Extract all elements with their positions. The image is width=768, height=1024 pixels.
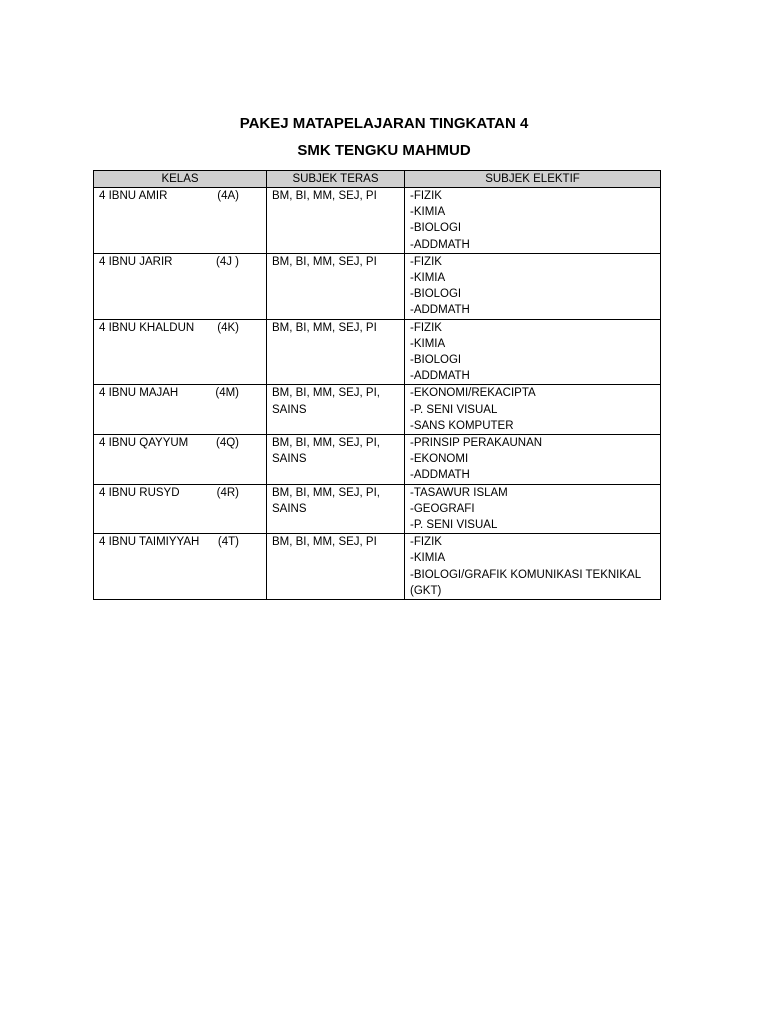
subjek-elektif-item: -ADDMATH	[410, 370, 470, 383]
subjek-elektif-item: -FIZIK	[410, 190, 442, 202]
table-row	[94, 435, 661, 485]
subjek-elektif-cell	[405, 188, 661, 254]
kelas-wrap	[99, 254, 261, 270]
kelas-name: 4 IBNU KHALDUN	[99, 321, 195, 334]
subjek-elektif-item: -BIOLOGI/GRAFIK KOMUNIKASI TEKNIKAL (GKT)	[410, 568, 641, 597]
subjek-elektif-cell	[405, 385, 661, 435]
subjek-elektif-item: -PRINSIP PERAKAUNAN	[410, 437, 543, 450]
subjek-elektif-item: -ADDMATH	[410, 469, 470, 482]
subjek-teras-line: SAINS	[272, 453, 307, 466]
kelas-name: 4 IBNU AMIR	[99, 190, 168, 202]
subjek-elektif-item: -FIZIK	[410, 255, 442, 268]
subjek-teras-line: BM, BI, MM, SEJ, PI	[272, 536, 377, 549]
kelas-code: (4K)	[217, 321, 239, 334]
subjek-teras-line: BM, BI, MM, SEJ, PI,	[272, 486, 380, 499]
subjek-teras-cell	[267, 188, 405, 254]
kelas-wrap	[99, 485, 261, 501]
subjek-elektif-item: -BIOLOGI	[410, 354, 462, 367]
kelas-wrap	[99, 385, 261, 401]
kelas-wrap	[99, 435, 261, 451]
subjek-teras-cell	[267, 253, 405, 319]
subjek-elektif-item: -KIMIA	[410, 552, 446, 565]
kelas-wrap	[99, 534, 261, 550]
kelas-wrap	[99, 188, 261, 204]
kelas-name: 4 IBNU RUSYD	[99, 486, 180, 499]
subjek-teras-cell	[267, 385, 405, 435]
subjek-elektif-item: -EKONOMI	[410, 453, 469, 466]
table-row	[94, 188, 661, 254]
table-row	[94, 484, 661, 534]
kelas-code: (4Q)	[216, 437, 239, 450]
subjek-teras-cell	[267, 534, 405, 600]
subjek-teras-line: SAINS	[272, 502, 307, 515]
kelas-code: (4T)	[217, 536, 239, 549]
subjek-elektif-item: -TASAWUR ISLAM	[410, 486, 508, 499]
subjek-elektif-cell	[405, 534, 661, 600]
table-row	[94, 319, 661, 385]
subjek-elektif-item: -BIOLOGI	[410, 222, 462, 235]
kelas-name: 4 IBNU TAIMIYYAH	[99, 536, 200, 549]
subjek-elektif-item: -P. SENI VISUAL	[410, 403, 498, 416]
subjek-elektif-cell	[405, 253, 661, 319]
subjek-elektif-item: -EKONOMI/REKACIPTA	[410, 387, 536, 400]
subject-package-table	[93, 170, 661, 600]
table-header-row	[94, 171, 661, 188]
kelas-code: (4J )	[216, 255, 239, 268]
kelas-code: (4M)	[215, 387, 239, 400]
kelas-name: 4 IBNU QAYYUM	[99, 437, 189, 450]
kelas-name: 4 IBNU MAJAH	[99, 387, 179, 400]
header-kelas: KELAS	[94, 171, 267, 188]
page-title: PAKEJ MATAPELAJARAN TINGKATAN 4	[239, 115, 529, 132]
header-subjek-elektif: SUBJEK ELEKTIF	[405, 171, 661, 188]
table-row	[94, 253, 661, 319]
subjek-teras-line: BM, BI, MM, SEJ, PI	[272, 321, 377, 334]
subjek-teras-line: BM, BI, MM, SEJ, PI,	[272, 437, 380, 450]
kelas-cell	[94, 188, 267, 254]
subjek-teras-cell	[267, 319, 405, 385]
subjek-elektif-item: -KIMIA	[410, 272, 446, 285]
kelas-cell	[94, 385, 267, 435]
subjek-teras-line: BM, BI, MM, SEJ, PI	[272, 255, 377, 268]
subjek-elektif-cell	[405, 484, 661, 534]
subjek-elektif-item: -FIZIK	[410, 536, 442, 549]
table-row	[94, 534, 661, 600]
table-body	[94, 188, 661, 600]
header-subjek-teras: SUBJEK TERAS	[267, 171, 405, 188]
kelas-cell	[94, 534, 267, 600]
subjek-elektif-item: -BIOLOGI	[410, 288, 462, 301]
subjek-elektif-cell	[405, 435, 661, 485]
subjek-teras-line: BM, BI, MM, SEJ, PI,	[272, 387, 380, 400]
subjek-elektif-item: -ADDMATH	[410, 304, 470, 317]
kelas-cell	[94, 253, 267, 319]
kelas-cell	[94, 435, 267, 485]
kelas-code: (4R)	[216, 486, 239, 499]
subjek-elektif-item: -GEOGRAFI	[410, 502, 475, 515]
subjek-elektif-cell	[405, 319, 661, 385]
subjek-elektif-item: -FIZIK	[410, 321, 442, 334]
subjek-elektif-item: -ADDMATH	[410, 238, 470, 251]
subjek-teras-line: BM, BI, MM, SEJ, PI	[272, 190, 377, 202]
kelas-cell	[94, 319, 267, 385]
subjek-elektif-item: -P. SENI VISUAL	[410, 519, 498, 532]
table-row	[94, 385, 661, 435]
subjek-teras-cell	[267, 484, 405, 534]
subjek-teras-cell	[267, 435, 405, 485]
subjek-elektif-item: -SANS KOMPUTER	[410, 419, 514, 432]
page-subtitle: SMK TENGKU MAHMUD	[297, 142, 471, 159]
kelas-wrap	[99, 320, 261, 336]
subjek-teras-line: SAINS	[272, 403, 307, 416]
kelas-cell	[94, 484, 267, 534]
subjek-elektif-item: -KIMIA	[410, 206, 446, 219]
kelas-name: 4 IBNU JARIR	[99, 255, 173, 268]
subjek-elektif-item: -KIMIA	[410, 337, 446, 350]
kelas-code: (4A)	[217, 190, 239, 202]
